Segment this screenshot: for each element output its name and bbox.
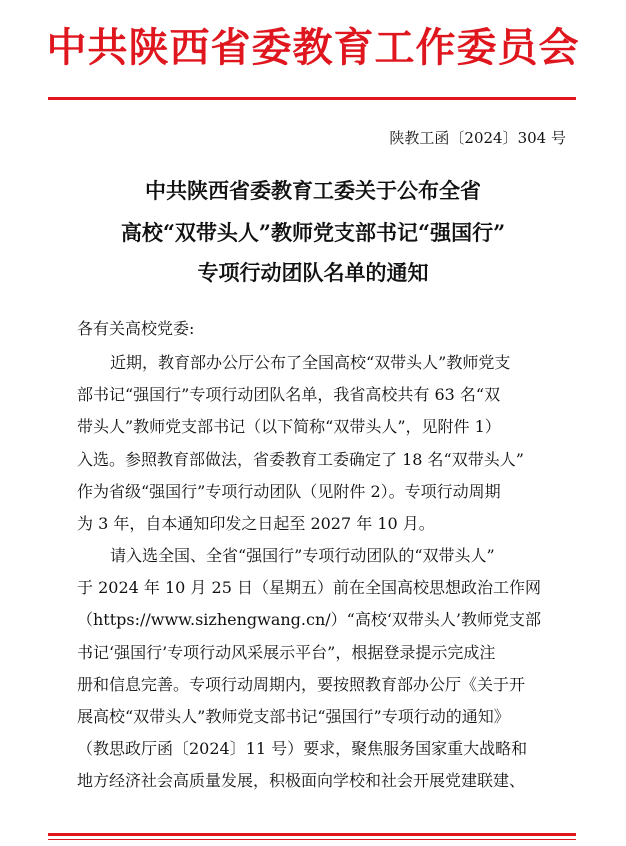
paragraph-1-line-3: 带头人”教师党支部书记（以下简称“双带头人”，见附件 1） [77,417,501,436]
masthead: 中共陕西省委教育工作委员会 [46,24,580,71]
title-line-3: 专项行动团队名单的通知 [197,260,429,285]
paragraph-2-line-8: 地方经济社会高质量发展，积极面向学校和社会开展党建联建、 [77,771,526,790]
footer-red-rule-thin [48,839,576,840]
title-line-1: 中共陕西省委教育工委关于公布全省 [145,178,481,203]
paragraph-1-line-6: 为 3 年，自本通知印发之日起至 2027 年 10 月。 [77,514,435,533]
paragraph-1-line-1: 近期，教育部办公厅公布了全国高校“双带头人”教师党支 [110,353,511,372]
salutation: 各有关高校党委: [77,319,195,338]
paragraph-2-line-2: 于 2024 年 10 月 25 日（星期五）前在全国高校思想政治工作网 [77,578,541,597]
paragraph-2-line-7: （教思政厅函〔2024〕11 号）要求，聚焦服务国家重大战略和 [77,739,528,758]
footer-red-rule [48,833,576,836]
paragraph-2-line-1: 请入选全国、全省“强国行”专项行动团队的“双带头人” [110,546,495,565]
masthead-red-rule [48,97,576,100]
title-line-2: 高校“双带头人”教师党支部书记“强国行” [120,220,506,245]
paragraph-1-line-4: 入选。参照教育部做法，省委教育工委确定了 18 名“双带头人” [77,450,524,469]
document-number: 陕教工函〔2024〕304 号 [389,129,566,147]
paragraph-1-line-5: 作为省级“强国行”专项行动团队（见附件 2）。专项行动周期 [77,482,501,501]
paragraph-2-line-6: 展高校“双带头人”教师党支部书记“强国行”专项行动的通知》 [77,707,510,726]
paragraph-2-line-4: 书记‘强国行’专项行动风采展示平台”，根据登录提示完成注 [77,643,496,662]
paragraph-2-line-5: 册和信息完善。专项行动周期内，要按照教育部办公厅《关于开 [77,675,526,694]
paragraph-1-line-2: 部书记“强国行”专项行动团队名单，我省高校共有 63 名“双 [77,385,501,404]
paragraph-2-line-3: （https://www.sizhengwang.cn/）“高校‘双带头人’教师党支部 [77,610,542,629]
